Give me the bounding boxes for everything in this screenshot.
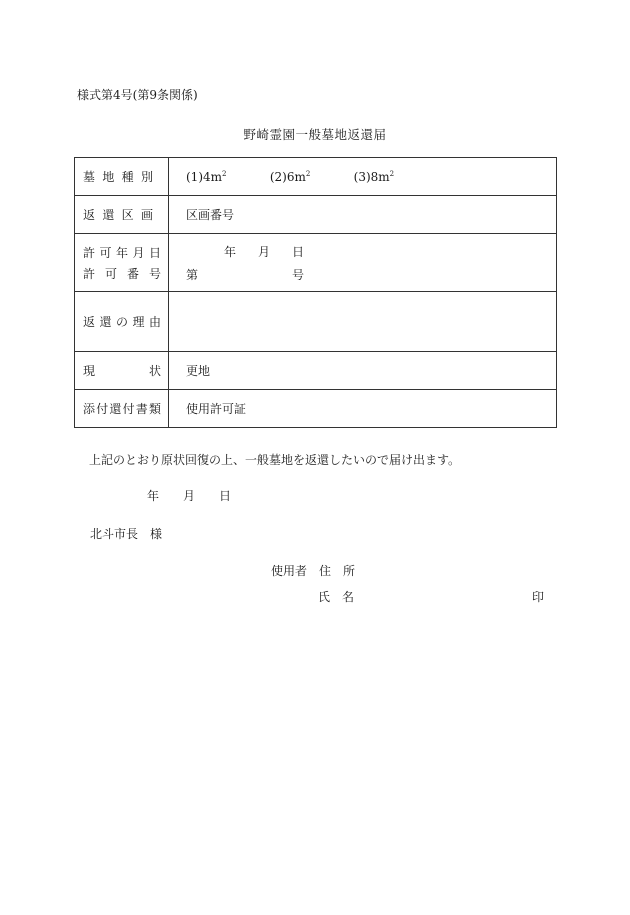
row-current-state (75, 352, 557, 390)
label-char: 付 (96, 402, 109, 416)
applicant-role: 使用者 (271, 564, 308, 578)
label-char: 還 (109, 402, 122, 416)
label-char: 許 (83, 245, 96, 260)
label-char: 還 (102, 208, 115, 222)
label-return-reason (75, 292, 169, 352)
permit-date-month: 月 (258, 244, 271, 259)
address-char: 所 (343, 564, 356, 578)
value-permit-info (169, 234, 557, 292)
permit-number-suffix: 号 (292, 267, 305, 282)
label-char: 号 (148, 266, 161, 281)
option-8sqm: $(3)8m^2$ (353, 169, 395, 184)
permit-number-prefix: 第 (186, 267, 199, 282)
return-form-table (74, 157, 557, 428)
value-attached-docs: 使用許可証 (169, 390, 557, 428)
label-char: 画 (140, 208, 153, 222)
addressee-honorific: 様 (150, 527, 163, 541)
value-return-reason (169, 292, 557, 352)
value-current-state: 更地 (169, 352, 557, 390)
address-char: 住 (319, 564, 332, 578)
label-char: 月 (132, 245, 145, 260)
permit-date-line (186, 240, 556, 263)
applicant-address-label (271, 562, 355, 579)
row-attached-docs (75, 390, 557, 428)
label-attached-docs (75, 390, 169, 428)
label-char: 理 (132, 315, 145, 329)
seal-mark: 印 (532, 590, 545, 604)
label-char: 類 (148, 402, 161, 416)
label-char: 可 (99, 245, 112, 260)
label-char: 可 (104, 266, 117, 281)
value-plot-number: 区画番号 (169, 196, 557, 234)
label-char: 添 (83, 402, 96, 416)
option-6sqm: $(2)6m^2$ (269, 169, 311, 184)
label-char: 状 (148, 364, 161, 378)
label-char: 地 (102, 170, 115, 184)
label-char: 墓 (83, 170, 96, 184)
row-permit-info (75, 234, 557, 292)
label-permit-info (75, 234, 169, 292)
name-char: 名 (342, 590, 355, 604)
date-year: 年 (147, 489, 160, 503)
form-reference: 様式第4号(第9条関係) (77, 88, 198, 102)
label-char: 現 (83, 364, 96, 378)
row-grave-type (75, 158, 557, 196)
date-month: 月 (183, 489, 196, 503)
label-char: 区 (121, 208, 134, 222)
label-char: 日 (148, 245, 161, 260)
form-title: 野崎霊園一般墓地返還届 (243, 127, 387, 142)
label-char: 返 (83, 315, 96, 329)
row-return-reason (75, 292, 557, 352)
label-char: 還 (99, 315, 112, 329)
addressee (90, 525, 162, 542)
label-char: 番 (126, 266, 139, 281)
permit-date-year: 年 (224, 244, 237, 259)
label-char: 年 (115, 245, 128, 260)
permit-date-day: 日 (292, 244, 305, 259)
label-char: 書 (135, 402, 148, 416)
statement-text: 上記のとおり原状回復の上、一般墓地を返還したいので届け出ます。 (89, 453, 461, 467)
date-day: 日 (219, 489, 232, 503)
label-char: の (115, 315, 128, 329)
row-return-plot (75, 196, 557, 234)
label-char: 由 (148, 315, 161, 329)
label-char: 返 (83, 208, 96, 222)
label-return-plot (75, 196, 169, 234)
name-char: 氏 (318, 590, 331, 604)
label-current-state (75, 352, 169, 390)
option-4sqm: $(1)4m^2$ (186, 169, 227, 184)
label-char: 付 (122, 402, 135, 416)
addressee-name: 北斗市長 (90, 527, 139, 541)
permit-number-line (186, 263, 556, 286)
label-grave-type (75, 158, 169, 196)
label-char: 別 (140, 170, 153, 184)
value-grave-type (169, 158, 557, 196)
label-char: 種 (121, 170, 134, 184)
applicant-name-label (318, 588, 354, 605)
label-char: 許 (83, 266, 96, 281)
submission-date (147, 487, 231, 504)
